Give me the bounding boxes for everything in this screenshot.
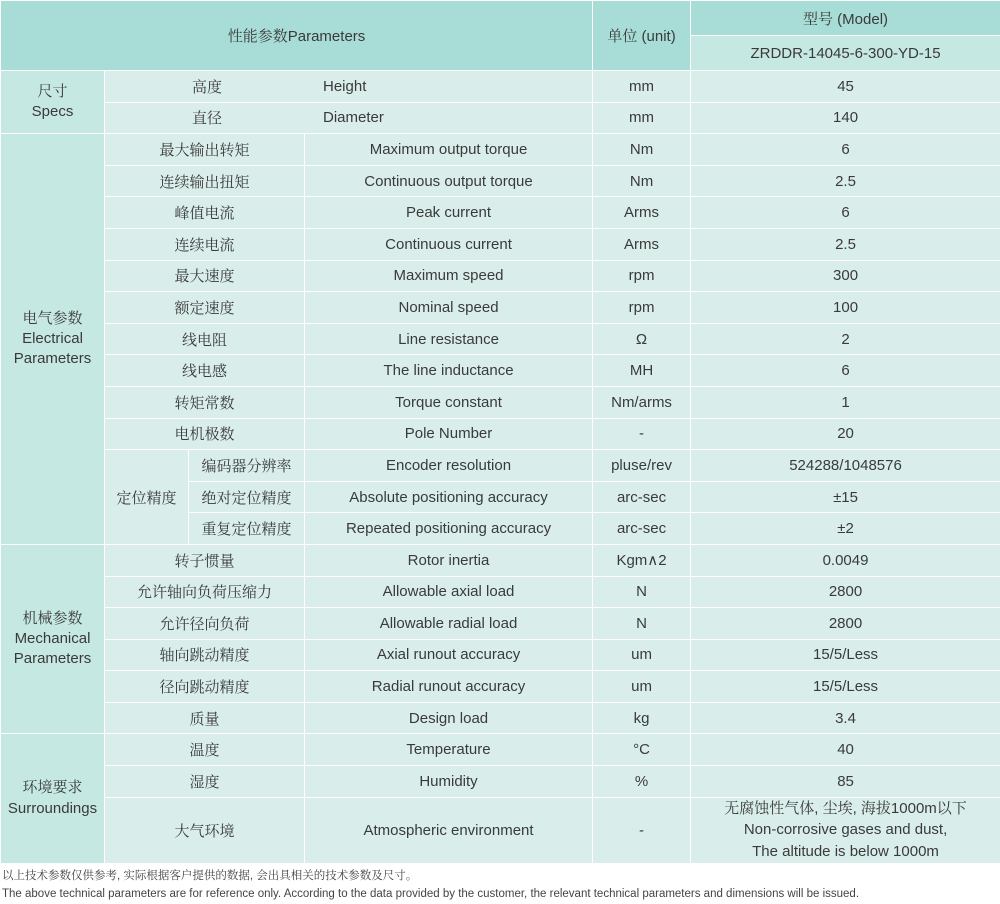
row-cont-torque-unit: Nm bbox=[593, 165, 691, 197]
table-row bbox=[1, 702, 1000, 734]
row-axial-runout-cn: 轴向跳动精度 bbox=[105, 639, 305, 671]
group-surroundings-en: Surroundings bbox=[1, 799, 104, 819]
row-repeated-accuracy-value: ±2 bbox=[691, 513, 1000, 545]
row-cont-torque-en: Continuous output torque bbox=[305, 165, 593, 197]
header-model-value: ZRDDR-14045-6-300-YD-15 bbox=[691, 36, 1000, 71]
row-line-inductance-value: 6 bbox=[691, 355, 1000, 387]
group-electrical-cn: 电气参数 bbox=[1, 309, 104, 329]
row-radial-load-value: 2800 bbox=[691, 608, 1000, 640]
row-max-speed-en: Maximum speed bbox=[305, 260, 593, 292]
row-atmosphere-value-line2: Non-corrosive gases and dust, bbox=[691, 819, 1000, 841]
row-radial-runout-cn: 径向跳动精度 bbox=[105, 671, 305, 703]
group-mechanical bbox=[1, 544, 105, 734]
table-row bbox=[1, 797, 1000, 863]
row-peak-current-cn: 峰值电流 bbox=[105, 197, 305, 229]
table-row bbox=[1, 639, 1000, 671]
group-electrical bbox=[1, 134, 105, 545]
row-atmosphere-value-line1: 无腐蚀性气体, 尘埃, 海拔1000m以下 bbox=[691, 798, 1000, 820]
row-peak-current-en: Peak current bbox=[305, 197, 593, 229]
table-row bbox=[1, 450, 1000, 482]
row-design-load-cn: 质量 bbox=[105, 702, 305, 734]
table-row bbox=[1, 671, 1000, 703]
row-line-inductance-en: The line inductance bbox=[305, 355, 593, 387]
row-peak-current-value: 6 bbox=[691, 197, 1000, 229]
row-pole-number-cn: 电机极数 bbox=[105, 418, 305, 450]
row-max-speed-cn: 最大速度 bbox=[105, 260, 305, 292]
table-row bbox=[1, 386, 1000, 418]
row-atmosphere-value bbox=[691, 797, 1000, 863]
row-repeated-accuracy-en: Repeated positioning accuracy bbox=[305, 513, 593, 545]
row-nominal-speed-en: Nominal speed bbox=[305, 292, 593, 324]
row-max-speed-value: 300 bbox=[691, 260, 1000, 292]
header-model-label: 型号 (Model) bbox=[691, 1, 1000, 36]
row-absolute-accuracy-unit: arc-sec bbox=[593, 481, 691, 513]
row-design-load-value: 3.4 bbox=[691, 702, 1000, 734]
row-absolute-accuracy-en: Absolute positioning accuracy bbox=[305, 481, 593, 513]
group-mechanical-cn: 机械参数 bbox=[1, 609, 104, 629]
row-diameter-value: 140 bbox=[691, 102, 1000, 134]
table-row bbox=[1, 292, 1000, 324]
row-atmosphere-en: Atmospheric environment bbox=[305, 797, 593, 863]
table-row bbox=[1, 228, 1000, 260]
table-row bbox=[1, 576, 1000, 608]
row-diameter-en-text: Diameter bbox=[309, 109, 592, 126]
table-row bbox=[1, 734, 1000, 766]
row-height-cn bbox=[105, 71, 593, 103]
row-torque-constant-unit: Nm/arms bbox=[593, 386, 691, 418]
row-cont-current-value: 2.5 bbox=[691, 228, 1000, 260]
row-cont-torque-cn: 连续输出扭矩 bbox=[105, 165, 305, 197]
row-temperature-value: 40 bbox=[691, 734, 1000, 766]
table-row bbox=[1, 134, 1000, 166]
row-design-load-en: Design load bbox=[305, 702, 593, 734]
row-height-value: 45 bbox=[691, 71, 1000, 103]
row-rotor-inertia-en: Rotor inertia bbox=[305, 544, 593, 576]
row-atmosphere-value-line3: The altitude is below 1000m bbox=[691, 841, 1000, 863]
row-atmosphere-unit: - bbox=[593, 797, 691, 863]
row-radial-runout-en: Radial runout accuracy bbox=[305, 671, 593, 703]
row-pole-number-unit: - bbox=[593, 418, 691, 450]
row-radial-runout-value: 15/5/Less bbox=[691, 671, 1000, 703]
row-height-unit: mm bbox=[593, 71, 691, 103]
row-rotor-inertia-value: 0.0049 bbox=[691, 544, 1000, 576]
group-specs-cn: 尺寸 bbox=[1, 82, 104, 102]
group-mechanical-en1: Mechanical bbox=[1, 629, 104, 649]
row-radial-runout-unit: um bbox=[593, 671, 691, 703]
footnote-en: The above technical parameters are for reference only. According to the data provided by the customer, the relevant technical parameters and dimensions will be issued. bbox=[2, 886, 1000, 904]
row-diameter-cn bbox=[105, 102, 593, 134]
table-row bbox=[1, 71, 1000, 103]
table-row bbox=[1, 323, 1000, 355]
row-humidity-en: Humidity bbox=[305, 766, 593, 798]
row-pole-number-en: Pole Number bbox=[305, 418, 593, 450]
row-peak-current-unit: Arms bbox=[593, 197, 691, 229]
group-specs-en: Specs bbox=[1, 102, 104, 122]
row-cont-current-unit: Arms bbox=[593, 228, 691, 260]
row-max-torque-cn: 最大输出转矩 bbox=[105, 134, 305, 166]
row-torque-constant-cn: 转矩常数 bbox=[105, 386, 305, 418]
row-line-resistance-value: 2 bbox=[691, 323, 1000, 355]
row-axial-load-cn: 允许轴向负荷压缩力 bbox=[105, 576, 305, 608]
row-line-resistance-en: Line resistance bbox=[305, 323, 593, 355]
row-height-cn-text: 高度 bbox=[105, 76, 309, 97]
row-pole-number-value: 20 bbox=[691, 418, 1000, 450]
table-row bbox=[1, 355, 1000, 387]
table-row bbox=[1, 544, 1000, 576]
row-max-torque-en: Maximum output torque bbox=[305, 134, 593, 166]
row-axial-runout-en: Axial runout accuracy bbox=[305, 639, 593, 671]
row-temperature-unit: °C bbox=[593, 734, 691, 766]
row-max-torque-value: 6 bbox=[691, 134, 1000, 166]
row-encoder-resolution-cn: 编码器分辨率 bbox=[189, 450, 305, 482]
group-electrical-en2: Parameters bbox=[1, 349, 104, 369]
row-encoder-resolution-value: 524288/1048576 bbox=[691, 450, 1000, 482]
row-radial-load-cn: 允许径向负荷 bbox=[105, 608, 305, 640]
row-radial-load-en: Allowable radial load bbox=[305, 608, 593, 640]
group-surroundings-cn: 环境要求 bbox=[1, 778, 104, 798]
row-repeated-accuracy-cn: 重复定位精度 bbox=[189, 513, 305, 545]
header-parameters: 性能参数Parameters bbox=[1, 1, 593, 71]
row-axial-runout-value: 15/5/Less bbox=[691, 639, 1000, 671]
row-line-inductance-unit: MH bbox=[593, 355, 691, 387]
row-axial-load-value: 2800 bbox=[691, 576, 1000, 608]
table-row bbox=[1, 260, 1000, 292]
row-nominal-speed-cn: 额定速度 bbox=[105, 292, 305, 324]
table-row bbox=[1, 608, 1000, 640]
row-max-speed-unit: rpm bbox=[593, 260, 691, 292]
row-cont-current-en: Continuous current bbox=[305, 228, 593, 260]
row-temperature-cn: 温度 bbox=[105, 734, 305, 766]
row-humidity-unit: % bbox=[593, 766, 691, 798]
table-header-row bbox=[1, 1, 1000, 36]
row-humidity-value: 85 bbox=[691, 766, 1000, 798]
table-row bbox=[1, 766, 1000, 798]
footnote-cn: 以上技术参数仅供参考, 实际根据客户提供的数据, 会出具相关的技术参数及尺寸。 bbox=[2, 868, 1000, 886]
header-unit: 单位 (unit) bbox=[593, 1, 691, 71]
row-design-load-unit: kg bbox=[593, 702, 691, 734]
row-diameter-cn-text: 直径 bbox=[105, 107, 309, 128]
group-specs bbox=[1, 71, 105, 134]
row-absolute-accuracy-cn: 绝对定位精度 bbox=[189, 481, 305, 513]
row-radial-load-unit: N bbox=[593, 608, 691, 640]
row-axial-load-en: Allowable axial load bbox=[305, 576, 593, 608]
row-height-en-text: Height bbox=[309, 78, 592, 95]
table-row bbox=[1, 197, 1000, 229]
row-nominal-speed-unit: rpm bbox=[593, 292, 691, 324]
group-electrical-en1: Electrical bbox=[1, 329, 104, 349]
table-row bbox=[1, 102, 1000, 134]
group-surroundings bbox=[1, 734, 105, 863]
row-axial-load-unit: N bbox=[593, 576, 691, 608]
table-row bbox=[1, 418, 1000, 450]
row-cont-current-cn: 连续电流 bbox=[105, 228, 305, 260]
table-row bbox=[1, 165, 1000, 197]
row-encoder-resolution-unit: pluse/rev bbox=[593, 450, 691, 482]
row-torque-constant-en: Torque constant bbox=[305, 386, 593, 418]
group-mechanical-en2: Parameters bbox=[1, 649, 104, 669]
row-max-torque-unit: Nm bbox=[593, 134, 691, 166]
row-temperature-en: Temperature bbox=[305, 734, 593, 766]
subgroup-positioning-accuracy: 定位精度 bbox=[105, 450, 189, 545]
row-absolute-accuracy-value: ±15 bbox=[691, 481, 1000, 513]
row-nominal-speed-value: 100 bbox=[691, 292, 1000, 324]
row-diameter-unit: mm bbox=[593, 102, 691, 134]
row-rotor-inertia-unit: Kgm∧2 bbox=[593, 544, 691, 576]
row-line-inductance-cn: 线电感 bbox=[105, 355, 305, 387]
row-encoder-resolution-en: Encoder resolution bbox=[305, 450, 593, 482]
row-humidity-cn: 湿度 bbox=[105, 766, 305, 798]
row-torque-constant-value: 1 bbox=[691, 386, 1000, 418]
row-repeated-accuracy-unit: arc-sec bbox=[593, 513, 691, 545]
row-rotor-inertia-cn: 转子惯量 bbox=[105, 544, 305, 576]
row-atmosphere-cn: 大气环境 bbox=[105, 797, 305, 863]
row-cont-torque-value: 2.5 bbox=[691, 165, 1000, 197]
row-line-resistance-unit: Ω bbox=[593, 323, 691, 355]
row-line-resistance-cn: 线电阻 bbox=[105, 323, 305, 355]
row-axial-runout-unit: um bbox=[593, 639, 691, 671]
